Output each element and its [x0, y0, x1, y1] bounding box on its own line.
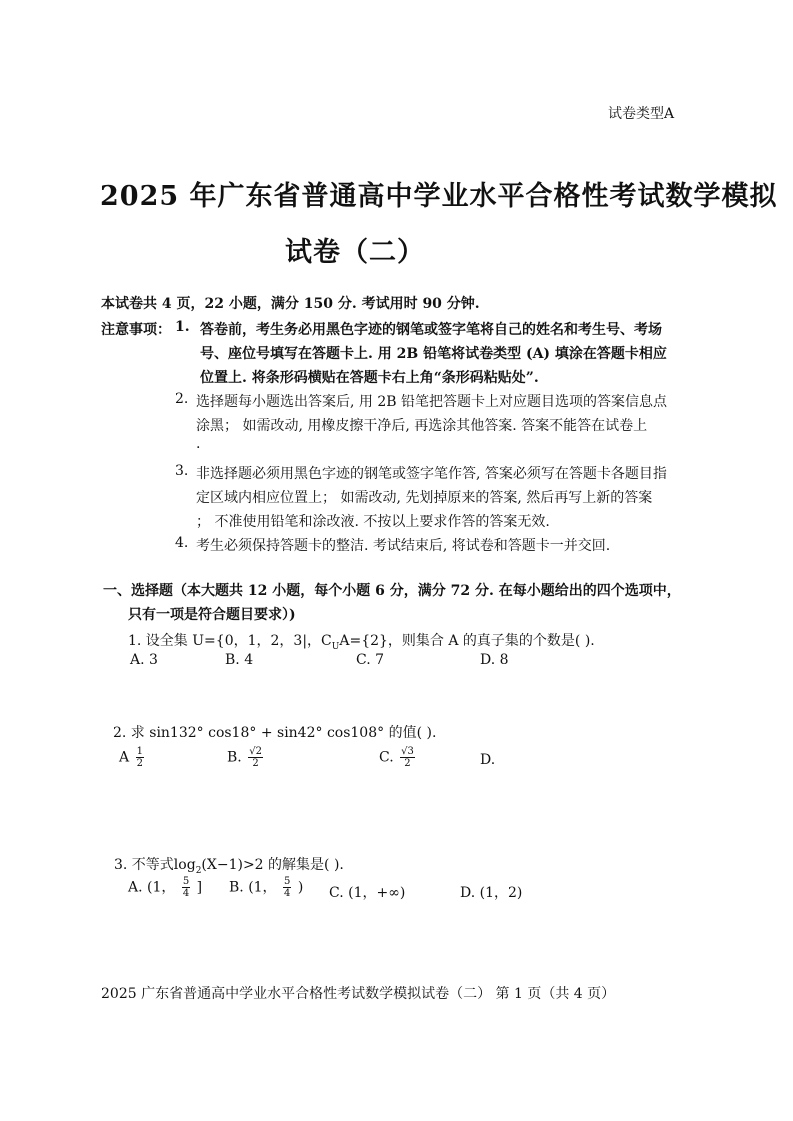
notice-item-1-line2: 号、座位号填写在答题卡上. 用 2B 铅笔将试卷类型 (A) 填涂在答题卡相应 — [200, 346, 667, 362]
complement-symbol: C — [321, 633, 332, 649]
question-1-stem — [128, 630, 595, 652]
question-3-stem-a: 3. 不等式log — [114, 857, 196, 873]
fraction-sqrt3-over-2: $\frac{√3}{2}$ — [401, 746, 414, 769]
question-1-option-b: B. 4 — [225, 652, 254, 668]
question-3-stem — [114, 854, 344, 876]
fraction-five-fourths: $\frac{5}{4}$ — [182, 876, 190, 899]
notice-item-3-line1: 非选择题必须用黑色字迹的钢笔或签字笔作答, 答案必须写在答题卡各题目指 — [196, 466, 667, 482]
question-3-option-b-end: ) — [297, 879, 304, 896]
fraction-one-half: $\frac{1}{2}$ — [136, 746, 143, 769]
question-2-option-a-label: A — [119, 749, 130, 766]
notice-item-1-line1: 答卷前，考生务必用黑色字迹的钢笔或签字笔将自己的姓名和考生号、考场 — [200, 322, 662, 338]
page-footer: 2025 广东省普通高中学业水平合格性考试数学模拟试卷（二） 第 1 页（共 4 页） — [101, 986, 616, 1002]
exam-title-line2: 试卷（二） — [285, 237, 425, 268]
question-2-option-c — [379, 746, 417, 769]
notice-item-2-num: 2. — [175, 391, 189, 407]
question-2-option-d: D. — [480, 752, 496, 768]
question-1-option-a: A. 3 — [130, 652, 158, 668]
question-2-option-c-label: C. — [379, 749, 394, 766]
question-2-option-b-label: B. — [227, 749, 242, 766]
fraction-sqrt2-over-2: $\frac{√2}{2}$ — [249, 746, 262, 769]
notice-item-4-num: 4. — [175, 535, 189, 551]
notice-item-3-line3: ； 不准使用铅笔和涂改液. 不按以上要求作答的答案无效. — [196, 514, 550, 530]
notice-item-4-line1: 考生必须保持答题卡的整洁. 考试结束后, 将试卷和答题卡一并交回. — [196, 538, 611, 554]
complement-subscript: U — [331, 642, 340, 652]
notice-item-2-line1: 选择题每小题选出答案后, 用 2B 铅笔把答题卡上对应题目选项的答案信息点 — [196, 394, 667, 410]
question-3-option-a-label: A. (1， — [128, 879, 176, 896]
notice-item-3-num: 3. — [175, 463, 189, 479]
notice-item-2-line2: 涂黑； 如需改动, 用橡皮擦干净后, 再选涂其他答案. 答案不能答在试卷上 — [196, 418, 648, 434]
paper-type-label: 试卷类型A — [608, 106, 675, 122]
question-2-option-a — [119, 746, 146, 769]
section-heading-line2: 只有一项是符合题目要求）) — [128, 607, 296, 623]
exam-intro: 本试卷共 4 页，22 小题，满分 150 分. 考试用时 90 分钟. — [101, 296, 480, 312]
question-1-stem-b: A={2}，则集合 A 的真子集的个数是( ). — [339, 633, 595, 649]
notice-item-1-line3: 位置上. 将条形码横贴在答题卡右上角“条形码粘贴处”. — [200, 370, 539, 386]
section-heading-line1: 一、选择题（本大题共 12 小题，每个小题 6 分，满分 72 分. 在每小题给出的四个选项中， — [103, 583, 681, 599]
question-3-option-a — [128, 876, 202, 899]
question-3-option-b — [229, 876, 303, 899]
fraction-five-fourths: $\frac{5}{4}$ — [284, 876, 291, 899]
question-3-option-c: C. (1，+∞) — [329, 885, 406, 901]
log-base: 2 — [195, 866, 202, 876]
question-3-option-d: D. (1，2) — [460, 885, 523, 901]
notice-item-2-line3: . — [196, 436, 201, 452]
exam-title-line1: 2025 年广东省普通高中学业水平合格性考试数学模拟 — [100, 181, 778, 212]
question-3-option-b-label: B. (1， — [229, 879, 277, 896]
question-3-option-a-end: ] — [196, 879, 203, 896]
notice-item-3-line2: 定区域内相应位置上； 如需改动, 先划掉原来的答案, 然后再写上新的答案 — [196, 490, 653, 506]
question-2-stem: 2. 求 sin132° cos18° + sin42° cos108° 的值( ). — [113, 725, 437, 741]
question-1-option-d: D. 8 — [480, 652, 509, 668]
question-1-stem-a: 1. 设全集 U={0，1，2，3|， — [128, 633, 322, 649]
question-2-option-b — [227, 746, 265, 769]
notice-item-1-num: 1. — [175, 319, 190, 335]
question-1-option-c: C. 7 — [356, 652, 385, 668]
question-3-stem-b: (X−1)>2 的解集是( ). — [201, 857, 344, 873]
notice-label: 注意事项： — [101, 322, 171, 338]
